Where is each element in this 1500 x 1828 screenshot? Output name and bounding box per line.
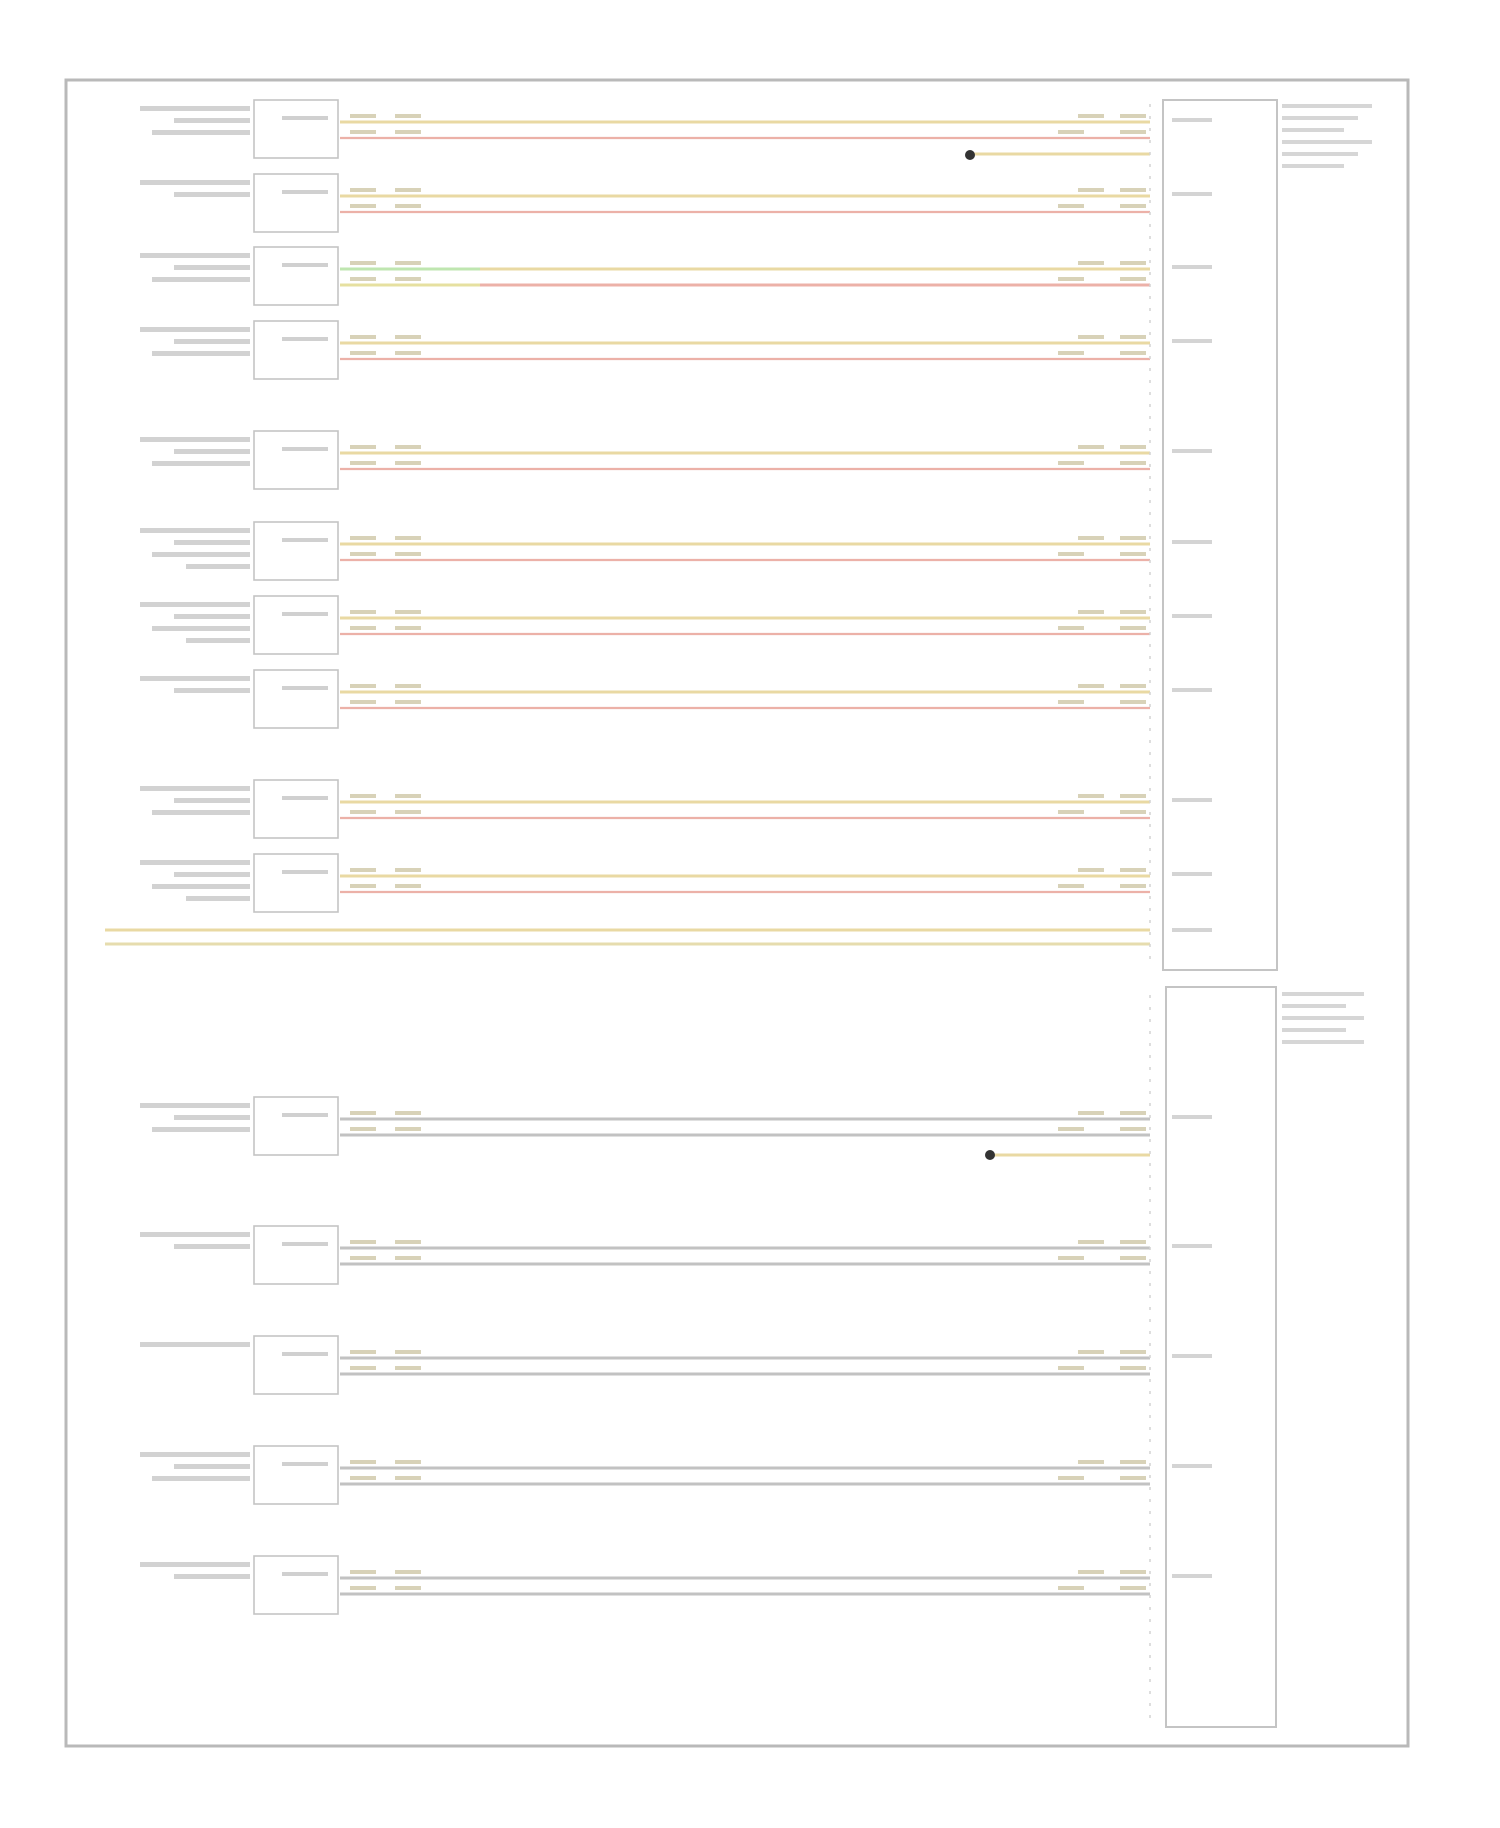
module-label-text <box>152 277 250 282</box>
module-label-text <box>174 192 250 197</box>
module-box-text <box>282 538 328 542</box>
module-box <box>254 174 338 232</box>
module-label-text <box>174 339 250 344</box>
module-box <box>254 596 338 654</box>
module-box-text <box>282 1352 328 1356</box>
wire-label-text <box>1058 1256 1084 1260</box>
wire-label-text <box>350 1586 376 1590</box>
module-label-text <box>140 602 250 607</box>
module-box <box>254 1446 338 1504</box>
module-label-text <box>174 1115 250 1120</box>
module-box <box>254 321 338 379</box>
wire-label-text <box>350 335 376 339</box>
wire-label-text <box>395 794 421 798</box>
wire-label-text <box>395 1366 421 1370</box>
module-box-text <box>282 1242 328 1246</box>
wire-label-text <box>395 261 421 265</box>
wire-label-text <box>1078 335 1104 339</box>
splice-dot-lower <box>985 1150 995 1160</box>
wire-label-text <box>1120 626 1146 630</box>
wire-label-text <box>395 1111 421 1115</box>
pin-label-text <box>1172 540 1212 544</box>
pin-label-text <box>1172 449 1212 453</box>
wire-label-text <box>1058 277 1084 281</box>
module-label-text <box>174 449 250 454</box>
module-box-text <box>282 796 328 800</box>
connector-title-text <box>1282 1016 1364 1020</box>
pin-label-text <box>1172 1244 1212 1248</box>
wire-label-text <box>350 1256 376 1260</box>
module-label-text <box>140 253 250 258</box>
wire-label-text <box>395 1570 421 1574</box>
wire-label-text <box>1078 1111 1104 1115</box>
wire-label-text <box>395 204 421 208</box>
wire-label-text <box>1078 188 1104 192</box>
connector-title-text <box>1282 104 1372 108</box>
module-label-text <box>140 860 250 865</box>
pin-label-text <box>1172 928 1212 932</box>
module-box <box>254 670 338 728</box>
module-box <box>254 431 338 489</box>
wire-label-text <box>395 536 421 540</box>
wire-label-text <box>1120 868 1146 872</box>
module-label-text <box>174 1574 250 1579</box>
module-box-text <box>282 263 328 267</box>
wire-label-text <box>350 684 376 688</box>
wire-label-text <box>1120 461 1146 465</box>
wire-label-text <box>1078 114 1104 118</box>
wire-label-text <box>395 188 421 192</box>
wire-label-text <box>350 1476 376 1480</box>
wire-label-text <box>350 461 376 465</box>
wire-label-text <box>395 1586 421 1590</box>
wire-label-text <box>1078 1570 1104 1574</box>
module-label-text <box>152 1476 250 1481</box>
module-label-text <box>152 130 250 135</box>
wire-label-text <box>1120 114 1146 118</box>
module-label-text <box>152 351 250 356</box>
wire-label-text <box>395 351 421 355</box>
module-box-text <box>282 1462 328 1466</box>
module-label-text <box>174 1244 250 1249</box>
wire-label-text <box>1078 1460 1104 1464</box>
wire-label-text <box>1120 1586 1146 1590</box>
connector-title-text <box>1282 128 1344 132</box>
wire-label-text <box>1058 1127 1084 1131</box>
wire-label-text <box>350 130 376 134</box>
pin-label-text <box>1172 614 1212 618</box>
module-box <box>254 100 338 158</box>
module-label-text <box>152 810 250 815</box>
module-label-text <box>140 1103 250 1108</box>
wire-label-text <box>1120 1127 1146 1131</box>
wire-label-text <box>1078 1240 1104 1244</box>
module-label-text <box>186 564 250 569</box>
module-box <box>254 522 338 580</box>
module-box <box>254 1556 338 1614</box>
wire-label-text <box>395 277 421 281</box>
wire-label-text <box>1120 610 1146 614</box>
pin-label-text <box>1172 339 1212 343</box>
wire-label-text <box>1058 204 1084 208</box>
module-label-text <box>174 118 250 123</box>
connector-title-text <box>1282 152 1358 156</box>
wire-label-text <box>1120 1570 1146 1574</box>
module-label-text <box>152 884 250 889</box>
wire-label-text <box>350 1127 376 1131</box>
splice-dot-upper <box>965 150 975 160</box>
module-label-text <box>140 1232 250 1237</box>
wire-label-text <box>1120 277 1146 281</box>
connector-title-text <box>1282 1028 1346 1032</box>
wire-label-text <box>350 445 376 449</box>
module-label-text <box>174 614 250 619</box>
module-label-text <box>186 896 250 901</box>
module-box-text <box>282 447 328 451</box>
wire-label-text <box>395 1127 421 1131</box>
connector-title-text <box>1282 164 1344 168</box>
wire-label-text <box>395 114 421 118</box>
wire-label-text <box>395 461 421 465</box>
wire-label-text <box>1058 461 1084 465</box>
wire-label-text <box>350 188 376 192</box>
wire-label-text <box>1058 552 1084 556</box>
wire-label-text <box>350 1240 376 1244</box>
wire-label-text <box>1120 351 1146 355</box>
module-label-text <box>152 552 250 557</box>
wire-label-text <box>395 335 421 339</box>
wire-label-text <box>350 536 376 540</box>
wire-label-text <box>1120 684 1146 688</box>
wire-label-text <box>1058 1586 1084 1590</box>
wire-label-text <box>1120 1240 1146 1244</box>
connector-title-text <box>1282 116 1358 120</box>
module-label-text <box>174 540 250 545</box>
wire-label-text <box>395 610 421 614</box>
wire-label-text <box>1058 626 1084 630</box>
wire-label-text <box>1120 130 1146 134</box>
pin-label-text <box>1172 1115 1212 1119</box>
module-label-text <box>140 437 250 442</box>
wire-label-text <box>350 700 376 704</box>
wire-label-text <box>350 351 376 355</box>
module-label-text <box>140 1452 250 1457</box>
module-box-text <box>282 337 328 341</box>
wire-label-text <box>395 1350 421 1354</box>
wire-label-text <box>1078 868 1104 872</box>
module-box <box>254 1226 338 1284</box>
wire-label-text <box>1058 1476 1084 1480</box>
module-label-text <box>174 265 250 270</box>
wire-label-text <box>1120 1366 1146 1370</box>
module-label-text <box>140 180 250 185</box>
wire-label-text <box>350 204 376 208</box>
wire-label-text <box>1058 700 1084 704</box>
connector-title-text <box>1282 1040 1364 1044</box>
wire-label-text <box>1120 552 1146 556</box>
wire-label-text <box>395 1476 421 1480</box>
wire-label-text <box>1078 261 1104 265</box>
wire-label-text <box>1078 794 1104 798</box>
wire-label-text <box>1078 536 1104 540</box>
wire-label-text <box>350 884 376 888</box>
wire-label-text <box>1078 445 1104 449</box>
modules-layer <box>140 100 338 1614</box>
module-label-text <box>140 106 250 111</box>
pin-label-text <box>1172 688 1212 692</box>
module-box-text <box>282 612 328 616</box>
connector-title-text <box>1282 1004 1346 1008</box>
module-label-text <box>140 676 250 681</box>
module-box-text <box>282 116 328 120</box>
wire-label-text <box>350 868 376 872</box>
wire-label-text <box>350 610 376 614</box>
wire-label-text <box>395 700 421 704</box>
module-box-text <box>282 190 328 194</box>
wire-label-text <box>1078 610 1104 614</box>
connector-title-text <box>1282 140 1372 144</box>
wire-label-text <box>395 884 421 888</box>
wire-label-text <box>395 1460 421 1464</box>
wire-label-text <box>350 1570 376 1574</box>
module-box-text <box>282 870 328 874</box>
module-label-text <box>140 786 250 791</box>
wire-label-text <box>350 1111 376 1115</box>
pin-label-text <box>1172 192 1212 196</box>
pin-label-text <box>1172 872 1212 876</box>
wire-label-text <box>1058 1366 1084 1370</box>
module-label-text <box>174 688 250 693</box>
frame-layer <box>66 80 1408 1746</box>
module-box <box>254 1097 338 1155</box>
wire-label-text <box>395 445 421 449</box>
wire-label-text <box>1078 684 1104 688</box>
module-label-text <box>140 327 250 332</box>
wire-label-text <box>1058 351 1084 355</box>
module-label-text <box>140 528 250 533</box>
module-box <box>254 1336 338 1394</box>
wire-label-text <box>1120 1460 1146 1464</box>
connectors-layer <box>1150 100 1372 1727</box>
pin-label-text <box>1172 118 1212 122</box>
wire-label-text <box>395 1256 421 1260</box>
module-label-text <box>152 461 250 466</box>
wire-label-text <box>1120 335 1146 339</box>
pin-label-text <box>1172 798 1212 802</box>
wire-label-text <box>1058 810 1084 814</box>
wire-label-text <box>350 114 376 118</box>
wire-label-text <box>1058 130 1084 134</box>
wire-label-text <box>1120 1111 1146 1115</box>
wire-label-text <box>395 684 421 688</box>
wire-label-text <box>350 794 376 798</box>
wire-label-text <box>350 1350 376 1354</box>
connector-block-upper <box>1163 100 1277 970</box>
wire-label-text <box>1120 1256 1146 1260</box>
wire-label-text <box>395 810 421 814</box>
wire-label-text <box>350 1366 376 1370</box>
module-label-text <box>140 1562 250 1567</box>
wire-label-text <box>1120 700 1146 704</box>
module-box-text <box>282 1113 328 1117</box>
wire-label-text <box>1120 204 1146 208</box>
wire-label-text <box>350 552 376 556</box>
module-box-text <box>282 686 328 690</box>
wire-label-text <box>1120 1476 1146 1480</box>
module-box <box>254 780 338 838</box>
module-label-text <box>174 798 250 803</box>
module-box-text <box>282 1572 328 1576</box>
module-label-text <box>152 626 250 631</box>
wire-label-text <box>350 1460 376 1464</box>
diagram-frame <box>66 80 1408 1746</box>
wire-label-text <box>395 1240 421 1244</box>
module-box <box>254 247 338 305</box>
module-label-text <box>174 1464 250 1469</box>
wire-label-text <box>1058 884 1084 888</box>
wire-label-text <box>395 626 421 630</box>
pin-label-text <box>1172 1464 1212 1468</box>
wire-label-text <box>1120 884 1146 888</box>
module-label-text <box>152 1127 250 1132</box>
wire-label-text <box>350 626 376 630</box>
pin-label-text <box>1172 1354 1212 1358</box>
wire-label-text <box>1078 1350 1104 1354</box>
module-box <box>254 854 338 912</box>
wire-label-text <box>1120 536 1146 540</box>
wire-label-text <box>1120 1350 1146 1354</box>
module-label-text <box>186 638 250 643</box>
wire-label-text <box>395 868 421 872</box>
wire-label-text <box>1120 794 1146 798</box>
wire-label-text <box>1120 445 1146 449</box>
connector-title-text <box>1282 992 1364 996</box>
wire-label-text <box>350 261 376 265</box>
module-label-text <box>174 872 250 877</box>
wire-label-text <box>1120 261 1146 265</box>
wire-label-text <box>1120 810 1146 814</box>
pin-label-text <box>1172 265 1212 269</box>
pin-label-text <box>1172 1574 1212 1578</box>
wire-label-text <box>350 277 376 281</box>
wire-label-text <box>395 130 421 134</box>
module-label-text <box>140 1342 250 1347</box>
wire-label-text <box>350 810 376 814</box>
wire-label-text <box>395 552 421 556</box>
wire-label-text <box>1120 188 1146 192</box>
